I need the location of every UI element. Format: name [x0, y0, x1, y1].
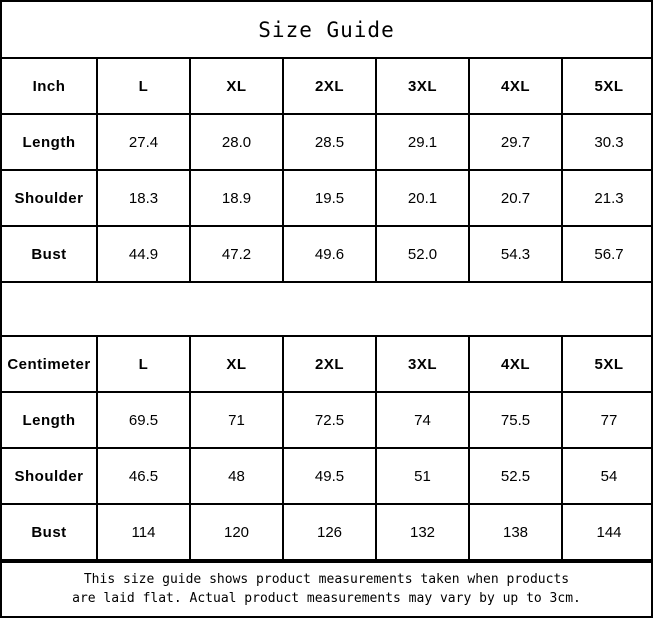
measurement-value-cell: 29.7: [469, 114, 562, 170]
footer-note: [2, 561, 651, 616]
measurement-row-label: Length: [2, 114, 97, 170]
centimeter-unit-label: Centimeter: [2, 336, 97, 392]
size-column-header: 4XL: [469, 336, 562, 392]
measurement-row-label: Shoulder: [2, 170, 97, 226]
measurement-value-cell: 126: [283, 504, 376, 560]
measurement-value-cell: 120: [190, 504, 283, 560]
size-column-header: 4XL: [469, 58, 562, 114]
measurement-value-cell: 54.3: [469, 226, 562, 282]
measurement-value-cell: 44.9: [97, 226, 190, 282]
measurement-row-label: Bust: [2, 504, 97, 560]
table-row: [2, 114, 653, 170]
footer-line-1: This size guide shows product measurements taken when products: [83, 571, 570, 587]
table-row: [2, 226, 653, 282]
size-column-header: XL: [190, 58, 283, 114]
measurement-value-cell: 49.5: [283, 448, 376, 504]
measurement-value-cell: 28.0: [190, 114, 283, 170]
measurement-value-cell: 20.7: [469, 170, 562, 226]
measurement-row-label: Shoulder: [2, 448, 97, 504]
measurement-value-cell: 18.3: [97, 170, 190, 226]
size-column-header: 5XL: [562, 58, 653, 114]
measurement-value-cell: 28.5: [283, 114, 376, 170]
measurement-value-cell: 132: [376, 504, 469, 560]
footer-line-2: are laid flat. Actual product measurements may vary by up to 3cm.: [72, 590, 581, 606]
measurement-value-cell: 48: [190, 448, 283, 504]
spacer-row: [2, 283, 651, 335]
measurement-value-cell: 19.5: [283, 170, 376, 226]
measurement-value-cell: 46.5: [97, 448, 190, 504]
inch-header-row: [2, 58, 653, 114]
measurement-value-cell: 144: [562, 504, 653, 560]
table-row: [2, 170, 653, 226]
inch-size-table: [2, 57, 653, 283]
size-column-header: 2XL: [283, 336, 376, 392]
measurement-value-cell: 69.5: [97, 392, 190, 448]
measurement-value-cell: 27.4: [97, 114, 190, 170]
measurement-value-cell: 49.6: [283, 226, 376, 282]
measurement-value-cell: 47.2: [190, 226, 283, 282]
measurement-value-cell: 54: [562, 448, 653, 504]
size-column-header: 2XL: [283, 58, 376, 114]
measurement-row-label: Length: [2, 392, 97, 448]
measurement-value-cell: 56.7: [562, 226, 653, 282]
size-column-header: L: [97, 336, 190, 392]
measurement-value-cell: 20.1: [376, 170, 469, 226]
table-row: [2, 392, 653, 448]
centimeter-size-table: [2, 335, 653, 561]
centimeter-table-body: [2, 336, 653, 560]
inch-unit-label: Inch: [2, 58, 97, 114]
measurement-value-cell: 52.5: [469, 448, 562, 504]
table-row: [2, 448, 653, 504]
measurement-value-cell: 74: [376, 392, 469, 448]
page-title: Size Guide: [258, 17, 395, 42]
measurement-value-cell: 71: [190, 392, 283, 448]
size-column-header: 3XL: [376, 58, 469, 114]
measurement-value-cell: 29.1: [376, 114, 469, 170]
measurement-value-cell: 21.3: [562, 170, 653, 226]
measurement-value-cell: 18.9: [190, 170, 283, 226]
inch-table-body: [2, 58, 653, 282]
measurement-value-cell: 138: [469, 504, 562, 560]
size-column-header: 5XL: [562, 336, 653, 392]
centimeter-header-row: [2, 336, 653, 392]
measurement-value-cell: 51: [376, 448, 469, 504]
measurement-value-cell: 114: [97, 504, 190, 560]
table-row: [2, 504, 653, 560]
measurement-value-cell: 77: [562, 392, 653, 448]
size-column-header: L: [97, 58, 190, 114]
size-column-header: 3XL: [376, 336, 469, 392]
measurement-value-cell: 52.0: [376, 226, 469, 282]
measurement-row-label: Bust: [2, 226, 97, 282]
size-column-header: XL: [190, 336, 283, 392]
measurement-value-cell: 30.3: [562, 114, 653, 170]
measurement-value-cell: 75.5: [469, 392, 562, 448]
measurement-value-cell: 72.5: [283, 392, 376, 448]
